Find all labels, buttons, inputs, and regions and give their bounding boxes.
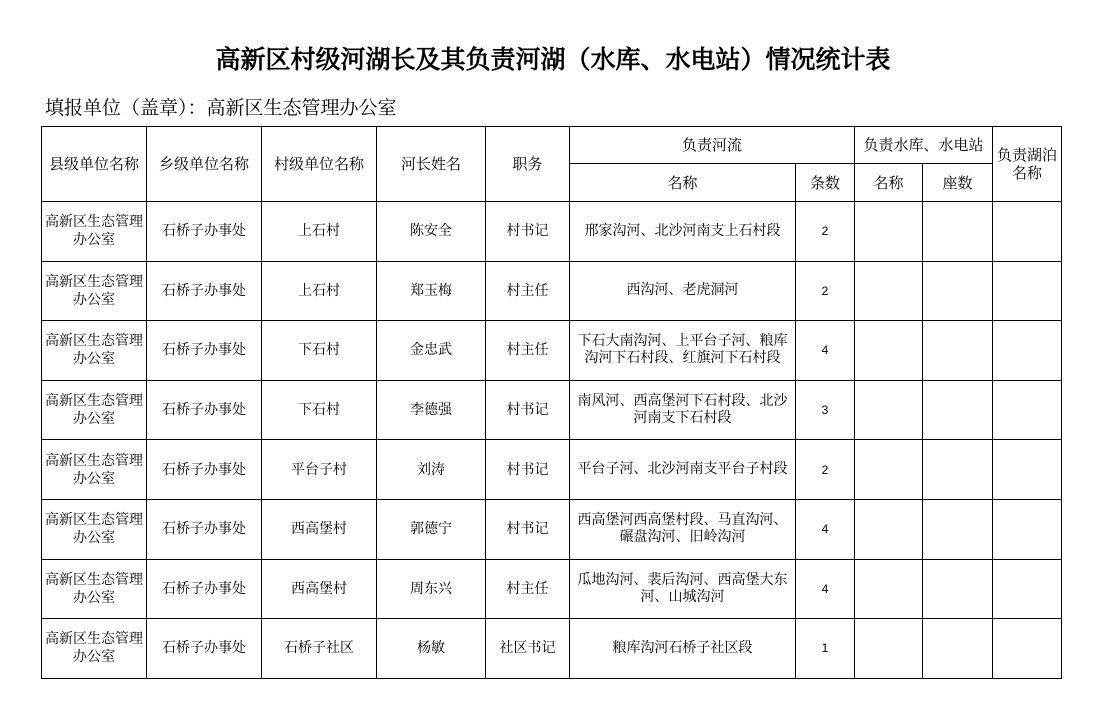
village-unit-cell: 上石村	[262, 202, 377, 262]
lake-name-cell	[993, 619, 1062, 679]
river-count-cell: 3	[796, 380, 855, 440]
lake-name-cell	[993, 440, 1062, 500]
reservoir-name-cell	[855, 261, 923, 321]
header-reservoir-name: 名称	[855, 164, 923, 202]
lake-name-cell	[993, 559, 1062, 619]
lake-name-cell	[993, 321, 1062, 381]
county-unit-cell: 高新区生态管理办公室	[42, 380, 147, 440]
river-names-cell	[570, 202, 796, 262]
river-count-cell: 4	[796, 321, 855, 381]
county-unit-cell: 高新区生态管理办公室	[42, 499, 147, 559]
river-names-text: 南风河、西高堡河下石村段、北沙河南支下石村段	[577, 393, 788, 427]
river-names-text: 下石大南沟河、上平台子河、粮库沟河下石村段、红旗河下石村段	[577, 333, 788, 367]
filler-unit-line	[45, 96, 397, 120]
reservoir-count-cell	[923, 321, 993, 381]
position-cell: 村主任	[486, 559, 570, 619]
village-unit-cell: 石桥子社区	[262, 619, 377, 679]
header-rivers-group: 负责河流	[570, 127, 855, 164]
table-row	[42, 202, 1062, 262]
reservoir-count-cell	[923, 559, 993, 619]
river-chief-name-cell: 杨敏	[377, 619, 486, 679]
river-chief-name-cell: 周东兴	[377, 559, 486, 619]
village-unit-cell: 西高堡村	[262, 499, 377, 559]
position-cell: 社区书记	[486, 619, 570, 679]
river-chief-name-cell: 金忠武	[377, 321, 486, 381]
township-unit-cell: 石桥子办事处	[147, 202, 262, 262]
reservoir-name-cell	[855, 202, 923, 262]
header-river-chief-name: 河长姓名	[377, 127, 486, 202]
township-unit-cell: 石桥子办事处	[147, 261, 262, 321]
position-cell: 村书记	[486, 440, 570, 500]
header-reservoirs-group: 负责水库、水电站	[855, 127, 993, 164]
river-names-text: 平台子河、北沙河南支平台子村段	[577, 461, 788, 478]
header-river-name: 名称	[570, 164, 796, 202]
village-unit-cell: 下石村	[262, 380, 377, 440]
header-reservoir-count: 座数	[923, 164, 993, 202]
page-title: 高新区村级河湖长及其负责河湖（水库、水电站）情况统计表	[215, 45, 891, 74]
village-unit-cell: 下石村	[262, 321, 377, 381]
header-village-unit: 村级单位名称	[262, 127, 377, 202]
river-names-cell	[570, 440, 796, 500]
position-cell: 村主任	[486, 261, 570, 321]
river-count-cell: 4	[796, 559, 855, 619]
header-row	[42, 127, 1062, 164]
river-chief-name-cell: 郑玉梅	[377, 261, 486, 321]
river-names-cell	[570, 559, 796, 619]
river-names-text: 西高堡河西高堡村段、马直沟河、碾盘沟河、旧岭沟河	[577, 512, 788, 546]
river-chief-name-cell: 陈安全	[377, 202, 486, 262]
river-count-cell: 2	[796, 261, 855, 321]
village-unit-cell: 平台子村	[262, 440, 377, 500]
header-county-unit: 县级单位名称	[42, 127, 147, 202]
township-unit-cell: 石桥子办事处	[147, 619, 262, 679]
reservoir-count-cell	[923, 619, 993, 679]
reservoir-count-cell	[923, 202, 993, 262]
river-count-cell: 4	[796, 499, 855, 559]
reservoir-name-cell	[855, 559, 923, 619]
header-lake-name: 负责湖泊名称	[993, 127, 1062, 202]
river-names-cell	[570, 321, 796, 381]
reservoir-count-cell	[923, 380, 993, 440]
table-row	[42, 499, 1062, 559]
header-township-unit: 乡级单位名称	[147, 127, 262, 202]
river-names-text: 西沟河、老虎洞河	[626, 282, 739, 299]
lake-name-cell	[993, 261, 1062, 321]
reservoir-name-cell	[855, 619, 923, 679]
county-unit-cell: 高新区生态管理办公室	[42, 559, 147, 619]
river-chief-name-cell: 郭德宁	[377, 499, 486, 559]
reservoir-name-cell	[855, 321, 923, 381]
statistics-table	[41, 126, 1062, 679]
village-unit-cell: 西高堡村	[262, 559, 377, 619]
filler-unit-label: 填报单位（盖章）：	[45, 97, 207, 119]
river-names-cell	[570, 380, 796, 440]
position-cell: 村书记	[486, 380, 570, 440]
township-unit-cell: 石桥子办事处	[147, 559, 262, 619]
lake-name-cell	[993, 499, 1062, 559]
table-row	[42, 619, 1062, 679]
township-unit-cell: 石桥子办事处	[147, 380, 262, 440]
county-unit-cell: 高新区生态管理办公室	[42, 261, 147, 321]
position-cell: 村主任	[486, 321, 570, 381]
filler-unit-value: 高新区生态管理办公室	[206, 97, 397, 119]
position-cell: 村书记	[486, 202, 570, 262]
table-row	[42, 321, 1062, 381]
county-unit-cell: 高新区生态管理办公室	[42, 619, 147, 679]
table-row	[42, 440, 1062, 500]
table-row	[42, 261, 1062, 321]
position-cell: 村书记	[486, 499, 570, 559]
county-unit-cell: 高新区生态管理办公室	[42, 202, 147, 262]
river-names-cell	[570, 261, 796, 321]
reservoir-name-cell	[855, 499, 923, 559]
reservoir-name-cell	[855, 440, 923, 500]
village-unit-cell: 上石村	[262, 261, 377, 321]
reservoir-name-cell	[855, 380, 923, 440]
header-river-count: 条数	[796, 164, 855, 202]
township-unit-cell: 石桥子办事处	[147, 321, 262, 381]
river-names-cell	[570, 619, 796, 679]
reservoir-count-cell	[923, 499, 993, 559]
river-count-cell: 2	[796, 440, 855, 500]
river-names-text: 粮库沟河石桥子社区段	[612, 639, 753, 656]
lake-name-cell	[993, 380, 1062, 440]
river-names-text: 瓜地沟河、裴后沟河、西高堡大东河、山城沟河	[577, 571, 788, 605]
township-unit-cell: 石桥子办事处	[147, 499, 262, 559]
county-unit-cell: 高新区生态管理办公室	[42, 321, 147, 381]
header-position: 职务	[486, 127, 570, 202]
river-chief-name-cell: 刘涛	[377, 440, 486, 500]
table-row	[42, 559, 1062, 619]
river-count-cell: 1	[796, 619, 855, 679]
river-names-cell	[570, 499, 796, 559]
lake-name-cell	[993, 202, 1062, 262]
table-row	[42, 380, 1062, 440]
reservoir-count-cell	[923, 261, 993, 321]
river-chief-name-cell: 李德强	[377, 380, 486, 440]
township-unit-cell: 石桥子办事处	[147, 440, 262, 500]
river-count-cell: 2	[796, 202, 855, 262]
county-unit-cell: 高新区生态管理办公室	[42, 440, 147, 500]
river-names-text: 邢家沟河、北沙河南支上石村段	[584, 222, 781, 239]
reservoir-count-cell	[923, 440, 993, 500]
